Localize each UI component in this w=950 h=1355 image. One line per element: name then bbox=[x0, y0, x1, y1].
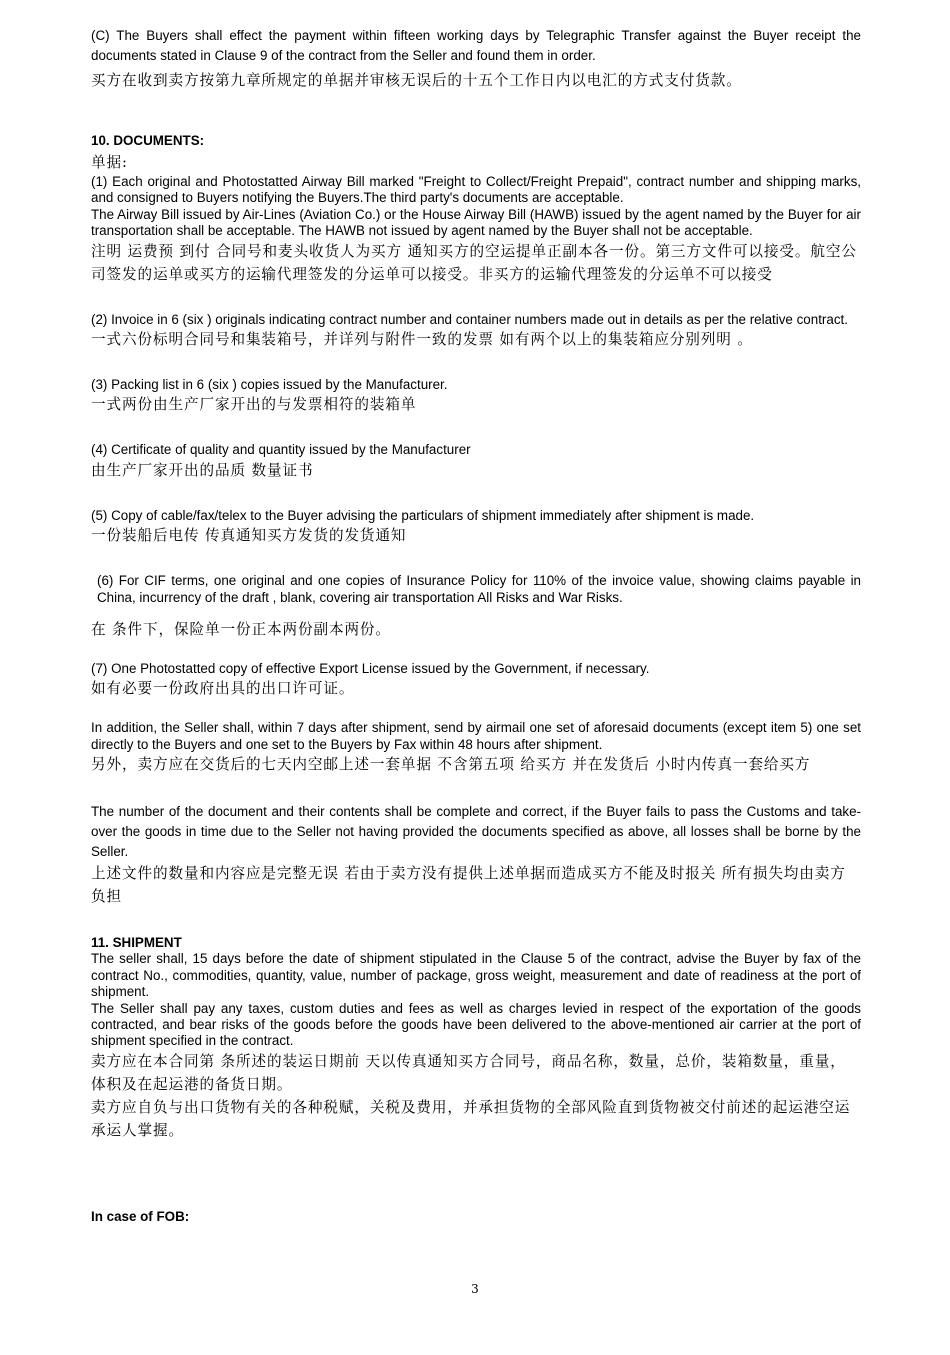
shipment-taxes-zh: 卖方应自负与出口货物有关的各种税赋，关税及费用，并承担货物的全部风险直到货物被交付前述的起运港空运承运人掌握。 bbox=[91, 1098, 851, 1139]
payment-clause-c: (C) The Buyers shall effect the payment within fifteen working days by Telegraphic Transfer against the Buyer receipt the documents stated in Clause 9 of the contract from the Seller and found them in order. bbox=[91, 28, 861, 63]
shipment-advice-zh: 卖方应在本合同第 条所述的装运日期前 天以传真通知买方合同号，商品名称，数量，总价，装箱数量，重量，体积及在起运港的备货日期。 bbox=[91, 1052, 846, 1093]
document-1-zh: 注明 运费预 到付 合同号和麦头收货人为买方 通知买方的空运提单正副本各一份。第三方文件可以接受。航空公司签发的运单或买方的运输代理签发的分运单可以接受。非买方的运输代理签发的分运单不可以接受 bbox=[91, 242, 857, 283]
document-completeness-zh: 上述文件的数量和内容应是完整无误 若由于卖方没有提供上述单据而造成买方不能及时报关 所有损失均由卖方负担 bbox=[91, 865, 846, 906]
document-completeness-text: The number of the document and their contents shall be complete and correct, if the Buyer fails to pass the Customs and take-over the goods in time due to the Seller not having provided the documents specified as above, all losses shall be borne by the Seller. bbox=[91, 804, 861, 860]
document-6-text: (6) For CIF terms, one original and one copies of Insurance Policy for 110% of the invoice value, showing claims payable in China, incurrency of the draft , blank, covering air transportation All Risks and War Risks. bbox=[97, 573, 861, 605]
shipment-advice-text: The seller shall, 15 days before the date of shipment stipulated in the Clause 5 of the contract, advise the Buyer by fax of the contract No., commodities, quantity, value, number of package, gross weight, measurement and date of readiness at the port of shipment. bbox=[91, 951, 861, 1000]
document-5-text: (5) Copy of cable/fax/telex to the Buyer advising the particulars of shipment immediately after shipment is made. bbox=[91, 507, 755, 523]
document-7-text: (7) One Photostatted copy of effective Export License issued by the Government, if necessary. bbox=[91, 661, 650, 677]
document-3-text: (3) Packing list in 6 (six ) copies issued by the Manufacturer. bbox=[91, 377, 448, 393]
document-6-zh: 在 条件下，保险单一份正本两份副本两份。 bbox=[91, 621, 391, 639]
document-1-text: (1) Each original and Photostatted Airway Bill marked "Freight to Collect/Freight Prepaid", contract number and shipping marks, and consigned to Buyers notifying the Buyers.The third party's documents are acceptable. bbox=[91, 174, 861, 206]
document-2-text: (2) Invoice in 6 (six ) originals indicating contract number and container numbers made out in details as per the relative contract. bbox=[91, 311, 848, 327]
document-4-text: (4) Certificate of quality and quantity issued by the Manufacturer bbox=[91, 442, 471, 458]
document-5-zh: 一份装船后电传 传真通知买方发货的发货通知 bbox=[91, 527, 407, 545]
document-7-zh: 如有必要一份政府出具的出口许可证。 bbox=[91, 680, 355, 698]
fob-heading: In case of FOB: bbox=[91, 1208, 190, 1224]
document-4-zh: 由生产厂家开出的品质 数量证书 bbox=[91, 461, 314, 479]
document-page bbox=[91, 26, 861, 1225]
additional-documents-text: In addition, the Seller shall, within 7 days after shipment, send by airmail one set of aforesaid documents (except item 5) one set directly to the Buyers and one set to the Buyers by Fax within 48 hours after shipment. bbox=[91, 720, 861, 752]
section-10-zh-heading: 单据: bbox=[91, 154, 128, 171]
payment-clause-c-zh: 买方在收到卖方按第九章所规定的单据并审核无误后的十五个工作日内以电汇的方式支付货款。 bbox=[91, 72, 742, 89]
page-number: 3 bbox=[471, 1282, 479, 1296]
shipment-taxes-text: The Seller shall pay any taxes, custom duties and fees as well as charges levied in respect of the exportation of the goods contracted, and bear risks of the goods before the goods have been delivered to the above-mentioned air carrier at the port of shipment specified in the contract. bbox=[91, 1000, 861, 1049]
section-11-heading: 11. SHIPMENT bbox=[91, 935, 182, 951]
document-1-text-b: The Airway Bill issued by Air-Lines (Aviation Co.) or the House Airway Bill (HAWB) issued by the agent named by the Buyer for air transportation shall be acceptable. The HAWB not issued by agent named by the Buyer shall not be acceptable. bbox=[91, 206, 861, 239]
document-3-zh: 一式两份由生产厂家开出的与发票相符的装箱单 bbox=[91, 396, 417, 414]
section-10-heading: 10. DOCUMENTS: bbox=[91, 133, 205, 148]
additional-documents-zh: 另外，卖方应在交货后的七天内空邮上述一套单据 不含第五项 给买方 并在发货后 小时内传真一套给买方 bbox=[91, 756, 811, 774]
document-2-zh: 一式六份标明合同号和集装箱号，并详列与附件一致的发票 如有两个以上的集装箱应分别列明 。 bbox=[91, 331, 753, 349]
